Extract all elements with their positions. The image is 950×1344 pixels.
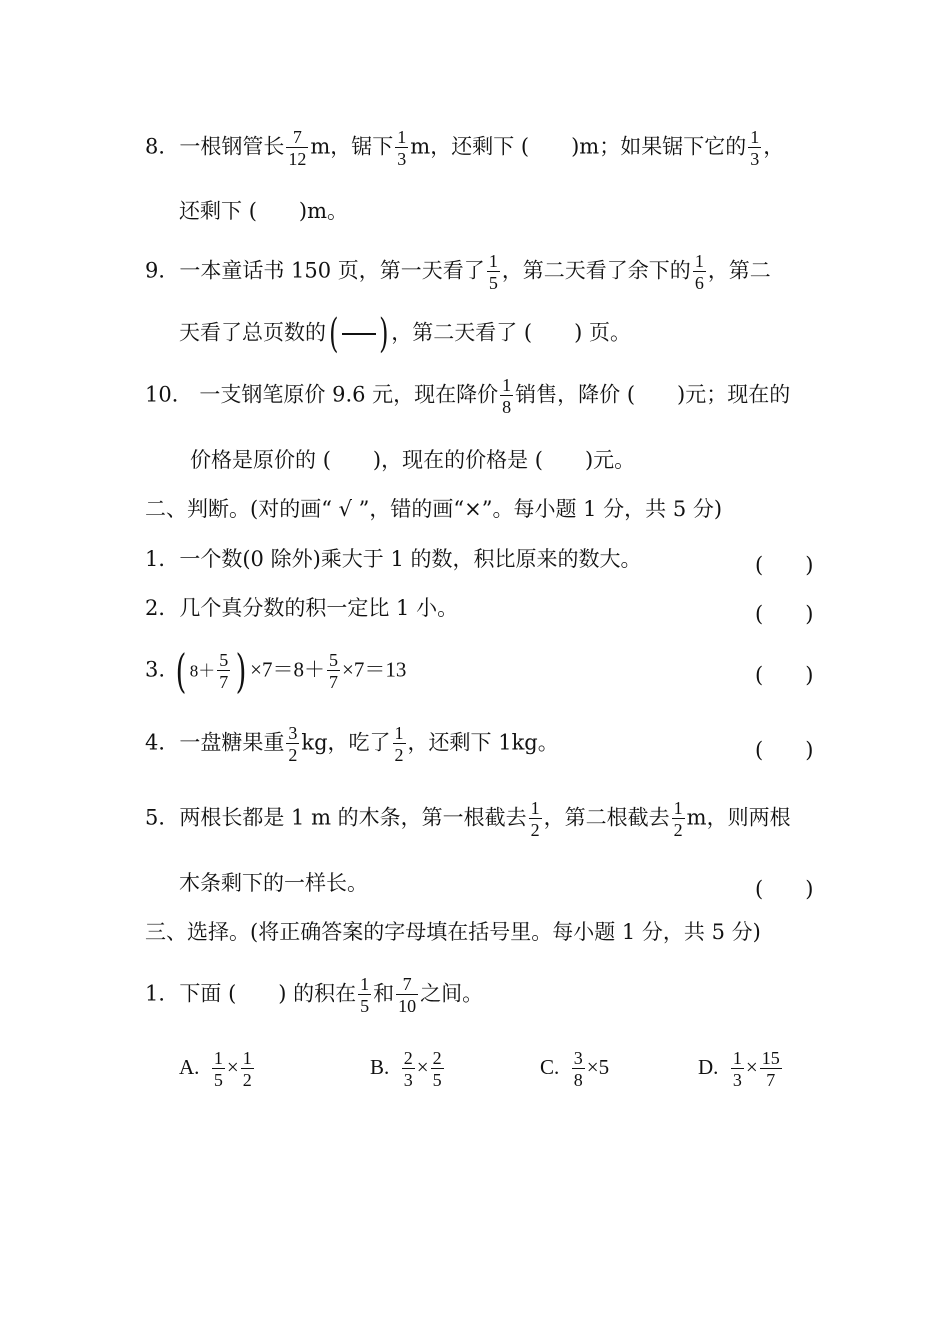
question-9-line-1: 9．一本童话书 150 页，第一天看了 $\frac{1}{5}$ ，第二天看了余下的 $\frac{1}{6}$ ，第二 bbox=[145, 251, 771, 293]
judge-question-4: 4．一盘糖果重 $\frac{3}{2}$ kg，吃了 $\frac{1}{2}$ ，还剩下 1kg。 bbox=[145, 723, 559, 765]
answer-blank[interactable]: ( ) bbox=[755, 738, 814, 762]
fraction: $\frac{3}{8}$ bbox=[573, 1048, 583, 1090]
answer-blank[interactable]: ( ) bbox=[755, 602, 814, 626]
question-10-line-1: 10． 一支钢笔原价 9.6 元，现在降价 $\frac{1}{8}$ 销售，降价 ( )元；现在的 bbox=[145, 375, 791, 417]
question-10-line-2: 价格是原价的 ( )，现在的价格是 ( )元。 bbox=[190, 448, 636, 472]
judge-question-5-line-2: 木条剩下的一样长。 bbox=[179, 871, 368, 895]
fraction: $\frac{1}{2}$ bbox=[242, 1048, 252, 1090]
judge-question-2: 2．几个真分数的积一定比 1 小。 bbox=[145, 596, 459, 620]
choice-option-a[interactable]: A. $\frac{1}{5}$ × $\frac{1}{2}$ bbox=[179, 1048, 252, 1090]
judge-question-3: 3. ( 8＋ $\frac{5}{7}$ ) ×7＝8＋ $\frac{5}{7}$ ×7＝13 bbox=[145, 644, 407, 698]
answer-blank[interactable]: ( ) bbox=[322, 448, 382, 472]
fraction-answer-blank[interactable]: ( ) bbox=[329, 311, 389, 357]
choice-option-d[interactable]: D. $\frac{1}{3}$ × $\frac{15}{7}$ bbox=[698, 1048, 780, 1090]
fraction: $\frac{5}{7}$ bbox=[219, 650, 229, 692]
answer-blank[interactable]: ( ) bbox=[520, 134, 580, 159]
choice-question-1: 1．下面 ( ) 的积在 $\frac{1}{5}$ 和 $\frac{7}{10}$ 之间。 bbox=[145, 974, 484, 1016]
answer-blank[interactable]: ( ) bbox=[755, 663, 814, 687]
fraction: $\frac{7}{10}$ bbox=[398, 974, 417, 1016]
answer-blank[interactable]: ( ) bbox=[626, 382, 686, 407]
question-number: 3. bbox=[145, 657, 166, 682]
section-2-title: 二、判断。(对的画“ √ ”，错的画“×”。每小题 1 分，共 5 分) bbox=[145, 497, 723, 521]
judge-question-5-line-1: 5．两根长都是 1 m 的木条，第一根截去 $\frac{1}{2}$ ，第二根截去 $\frac{1}{2}$ m，则两根 bbox=[145, 798, 791, 840]
fraction: $\frac{1}{3}$ bbox=[750, 127, 760, 169]
fraction: $\frac{1}{5}$ bbox=[360, 974, 370, 1016]
question-9-line-2: 天看了总页数的( ) ，第二天看了 ( ) 页。 bbox=[179, 311, 631, 357]
fraction: $\frac{1}{2}$ bbox=[530, 798, 540, 840]
fraction: $\frac{1}{2}$ bbox=[673, 798, 683, 840]
fraction: $\frac{5}{7}$ bbox=[328, 650, 338, 692]
fraction: $\frac{1}{2}$ bbox=[394, 723, 404, 765]
fraction: $\frac{1}{5}$ bbox=[488, 251, 498, 293]
fraction: $\frac{1}{5}$ bbox=[213, 1048, 223, 1090]
fraction: $\frac{1}{6}$ bbox=[694, 251, 704, 293]
question-number: 8． bbox=[145, 134, 180, 159]
judge-question-1: 1．一个数(0 除外)乘大于 1 的数，积比原来的数大。 bbox=[145, 547, 642, 571]
fraction: $\frac{2}{5}$ bbox=[432, 1048, 442, 1090]
question-number: 10． bbox=[145, 382, 193, 407]
fraction: $\frac{1}{8}$ bbox=[502, 375, 512, 417]
choice-option-c[interactable]: C. $\frac{3}{8}$ ×5 bbox=[540, 1048, 610, 1090]
question-8-line-1: 8．一根钢管长 $\frac{7}{12}$ m，锯下 $\frac{1}{3}$ m，还剩下 ( )m；如果锯下它的 $\frac{1}{3}$ ， bbox=[145, 127, 785, 169]
answer-blank[interactable]: ( ) bbox=[755, 553, 814, 577]
fraction: $\frac{1}{3}$ bbox=[732, 1048, 742, 1090]
answer-blank[interactable]: ( ) bbox=[755, 877, 814, 901]
answer-blank[interactable]: ( ) bbox=[534, 448, 594, 472]
answer-blank[interactable]: ( ) bbox=[523, 320, 583, 345]
fraction: $\frac{7}{12}$ bbox=[288, 127, 307, 169]
section-3-title: 三、选择。(将正确答案的字母填在括号里。每小题 1 分，共 5 分) bbox=[145, 920, 761, 944]
fraction: $\frac{15}{7}$ bbox=[761, 1048, 780, 1090]
fraction: $\frac{2}{3}$ bbox=[403, 1048, 413, 1090]
question-number: 9． bbox=[145, 258, 180, 283]
choice-option-b[interactable]: B. $\frac{2}{3}$ × $\frac{2}{5}$ bbox=[370, 1048, 442, 1090]
answer-blank[interactable]: ( ) bbox=[228, 981, 287, 1006]
fraction: $\frac{1}{3}$ bbox=[397, 127, 407, 169]
fraction: $\frac{3}{2}$ bbox=[288, 723, 298, 765]
question-8-line-2: 还剩下 ( )m。 bbox=[179, 199, 348, 223]
answer-blank[interactable]: ( ) bbox=[248, 199, 308, 223]
